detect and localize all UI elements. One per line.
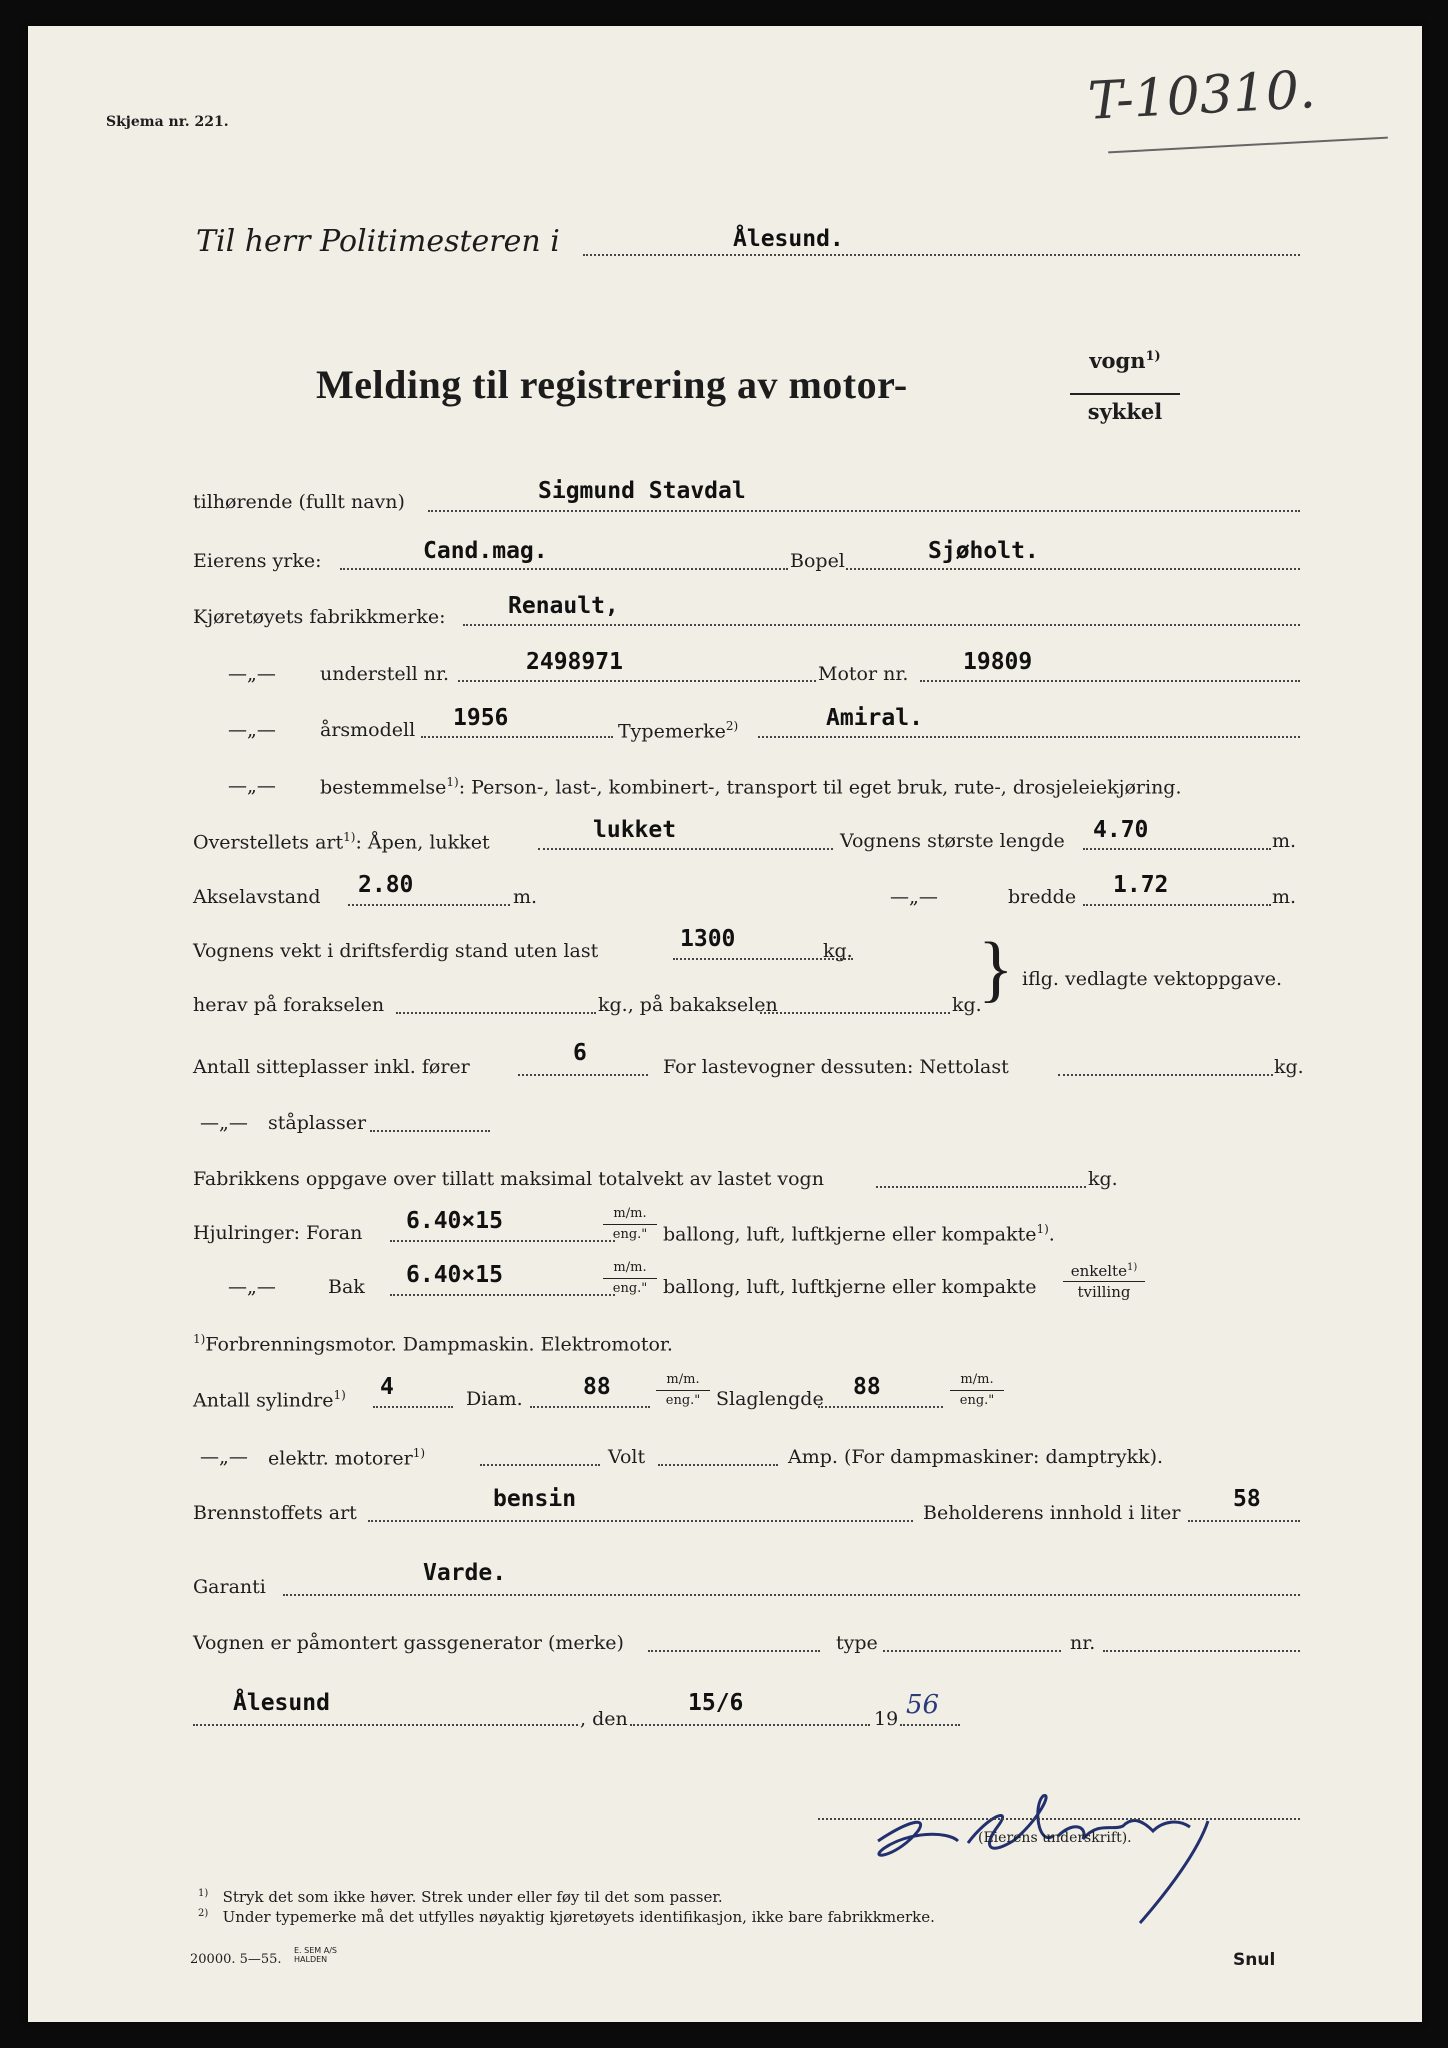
residence-line	[846, 568, 1300, 570]
amp-label: Amp. (For dampmaskiner: damptrykk).	[788, 1446, 1164, 1468]
tires-front-value: 6.40×15	[406, 1208, 503, 1234]
make-line	[463, 624, 1300, 626]
wheelbase-value: 2.80	[358, 872, 414, 898]
owner-signature	[838, 1761, 1258, 1931]
weight-value: 1300	[680, 926, 736, 952]
gas-nr-label: nr.	[1070, 1632, 1096, 1654]
owner-name-label: tilhørende (fullt navn)	[193, 491, 405, 513]
year-line	[900, 1724, 960, 1726]
rear-axle-label: kg., på bakakselen	[598, 994, 778, 1016]
signature-line	[818, 1818, 1300, 1820]
weight-note: iflg. vedlagte vektoppgave.	[1022, 968, 1283, 990]
seats-label: Antall sitteplasser inkl. fører	[193, 1056, 470, 1078]
residence-value: Sjøholt.	[928, 538, 1039, 564]
addressee-label: Til herr Politimesteren i	[196, 224, 560, 259]
type-value: Amiral.	[826, 705, 923, 731]
diam-unit-fraction: m/m. eng."	[656, 1372, 710, 1409]
length-value: 4.70	[1093, 817, 1149, 843]
form-number: Skjema nr. 221.	[106, 114, 229, 130]
year-handwritten: 56	[906, 1690, 940, 1720]
wheelbase-line	[348, 904, 510, 906]
net-load-unit: kg.	[1274, 1056, 1304, 1078]
model-year-value: 1956	[453, 705, 509, 731]
fuel-value: bensin	[493, 1486, 577, 1512]
title-fraction-line	[1070, 393, 1180, 395]
ditto-7: —„—	[200, 1446, 248, 1468]
year-prefix: 19	[874, 1708, 899, 1730]
volt-line	[658, 1464, 778, 1466]
wheelbase-unit: m.	[513, 886, 538, 908]
body-value: lukket	[593, 817, 677, 843]
weight-unit: kg.	[823, 940, 853, 962]
ditto-3: —„—	[228, 775, 276, 797]
guarantee-value: Varde.	[423, 1560, 507, 1586]
title-fraction-bottom: sykkel	[1087, 399, 1163, 424]
net-load-line	[1058, 1074, 1273, 1076]
stroke-line	[818, 1406, 943, 1408]
ditto-2: —„—	[228, 719, 276, 741]
form-title: Melding til registrering av motor-	[316, 362, 908, 407]
model-year-label: årsmodell	[320, 719, 416, 741]
place-value: Ålesund	[233, 1690, 330, 1716]
fuel-line	[368, 1520, 913, 1522]
truck-label: For lastevogner dessuten: Nettolast	[663, 1056, 1009, 1078]
title-fraction-top: vogn$^{1)}$	[1089, 348, 1161, 373]
tires-front-text: ballong, luft, luftkjerne eller kompakte$^{1)}$.	[663, 1222, 1055, 1246]
stroke-value: 88	[853, 1374, 881, 1400]
volt-label: Volt	[608, 1446, 646, 1468]
front-axle-label: herav på forakselen	[193, 994, 385, 1016]
signature-caption: (Eierens underskrift).	[978, 1830, 1132, 1846]
tires-rear-text: ballong, luft, luftkjerne eller kompakte	[663, 1276, 1037, 1298]
engine-types: $^{1)}$Forbrenningsmotor. Dampmaskin. Elektromotor.	[193, 1332, 673, 1356]
diam-value: 88	[583, 1374, 611, 1400]
length-line	[1083, 848, 1271, 850]
purpose-label: bestemmelse$^{1)}$: Person-, last-, kombinert-, transport til eget bruk, rute-, drosjeleiekjøring.	[320, 775, 1182, 799]
rear-axle-line	[760, 1012, 950, 1014]
seats-value: 6	[573, 1040, 587, 1066]
width-line	[1083, 904, 1271, 906]
width-label: bredde	[1008, 886, 1077, 908]
tank-line	[1188, 1520, 1300, 1522]
den-label: , den	[580, 1708, 628, 1730]
body-label: Overstellets art$^{1)}$: Åpen, lukket	[193, 830, 490, 854]
motor-line	[920, 680, 1300, 682]
tires-rear-fraction: enkelte$^{1)}$ tvilling	[1063, 1260, 1145, 1300]
electric-line	[480, 1464, 600, 1466]
chassis-line	[458, 680, 816, 682]
printer-name: E. SEM A/S HALDEN	[294, 1946, 337, 1964]
footnote-1: $^{1)}$ Stryk det som ikke høver. Strek under eller føy til det som passer.	[198, 1888, 723, 1906]
tires-label: Hjulringer: Foran	[193, 1222, 363, 1244]
document-page	[28, 26, 1422, 2022]
motor-value: 19809	[963, 649, 1033, 675]
make-label: Kjøretøyets fabrikkmerke:	[193, 606, 446, 628]
footnote-2: $^{2)}$ Under typemerke må det utfylles nøyaktig kjøretøyets identifikasjon, ikke bare fabrikkmerke.	[198, 1908, 935, 1926]
stroke-label: Slaglengde	[716, 1388, 824, 1410]
standing-line	[370, 1130, 490, 1132]
tank-label: Beholderens innhold i liter	[923, 1502, 1181, 1524]
cylinders-line	[373, 1406, 453, 1408]
guarantee-line	[283, 1594, 1300, 1596]
gas-brand-line	[648, 1650, 820, 1652]
max-weight-label: Fabrikkens oppgave over tillatt maksimal totalvekt av lastet vogn	[193, 1168, 824, 1190]
front-axle-line	[396, 1012, 596, 1014]
tires-front-unit-fraction: m/m. eng."	[603, 1206, 657, 1243]
cylinders-value: 4	[380, 1374, 394, 1400]
length-label: Vognens største lengde	[840, 830, 1065, 852]
diam-label: Diam.	[466, 1388, 523, 1410]
stamp-text: Snul	[1233, 1950, 1276, 1970]
occupation-line	[340, 568, 788, 570]
gas-nr-line	[1103, 1650, 1300, 1652]
width-value: 1.72	[1113, 872, 1169, 898]
diam-line	[530, 1406, 650, 1408]
motor-label: Motor nr.	[818, 663, 909, 685]
owner-name-line	[428, 510, 1300, 512]
weight-brace: }	[978, 928, 1014, 1010]
date-value: 15/6	[688, 1690, 744, 1716]
body-line	[538, 848, 833, 850]
weight-label: Vognens vekt i driftsferdig stand uten last	[193, 940, 599, 962]
gas-type-line	[883, 1650, 1061, 1652]
fuel-label: Brennstoffets art	[193, 1502, 357, 1524]
tires-rear-unit-fraction: m/m. eng."	[603, 1260, 657, 1297]
tires-rear-line	[390, 1294, 615, 1296]
wheelbase-label: Akselavstand	[193, 886, 321, 908]
guarantee-label: Garanti	[193, 1576, 266, 1598]
ditto-1: —„—	[228, 663, 276, 685]
stroke-unit-fraction: m/m. eng."	[950, 1372, 1004, 1409]
max-weight-unit: kg.	[1088, 1168, 1118, 1190]
ditto-4: —„—	[890, 886, 938, 908]
archive-underline	[1108, 137, 1388, 154]
occupation-value: Cand.mag.	[423, 538, 548, 564]
occupation-label: Eierens yrke:	[193, 550, 322, 572]
type-label: Typemerke$^{2)}$	[618, 719, 739, 743]
gas-label: Vognen er påmontert gassgenerator (merke)	[193, 1632, 624, 1654]
owner-name-value: Sigmund Stavdal	[538, 478, 746, 504]
printer-code: 20000. 5—55.	[190, 1952, 282, 1967]
addressee-line	[583, 254, 1300, 256]
electric-label: elektr. motorer$^{1)}$	[268, 1446, 426, 1470]
rear-axle-unit: kg.	[952, 994, 982, 1016]
tires-rear-value: 6.40×15	[406, 1262, 503, 1288]
chassis-label: understell nr.	[320, 663, 450, 685]
ditto-5: —„—	[200, 1112, 248, 1134]
model-year-line	[421, 736, 613, 738]
cylinders-label: Antall sylindre$^{1)}$	[193, 1388, 346, 1412]
gas-type-label: type	[836, 1632, 878, 1654]
archive-number: T-10310.	[1086, 60, 1317, 132]
length-unit: m.	[1272, 830, 1297, 852]
addressee-value: Ålesund.	[733, 226, 844, 252]
chassis-value: 2498971	[526, 649, 623, 675]
residence-label: Bopel	[790, 550, 845, 572]
date-line	[630, 1724, 870, 1726]
seats-line	[518, 1074, 648, 1076]
standing-label: ståplasser	[268, 1112, 367, 1134]
tires-front-line	[390, 1240, 615, 1242]
ditto-6: —„—	[228, 1276, 276, 1298]
max-weight-line	[876, 1186, 1086, 1188]
place-line	[193, 1724, 578, 1726]
width-unit: m.	[1272, 886, 1297, 908]
make-value: Renault,	[508, 593, 619, 619]
type-line	[758, 736, 1300, 738]
tires-rear-label: Bak	[328, 1276, 365, 1298]
tank-value: 58	[1233, 1486, 1261, 1512]
